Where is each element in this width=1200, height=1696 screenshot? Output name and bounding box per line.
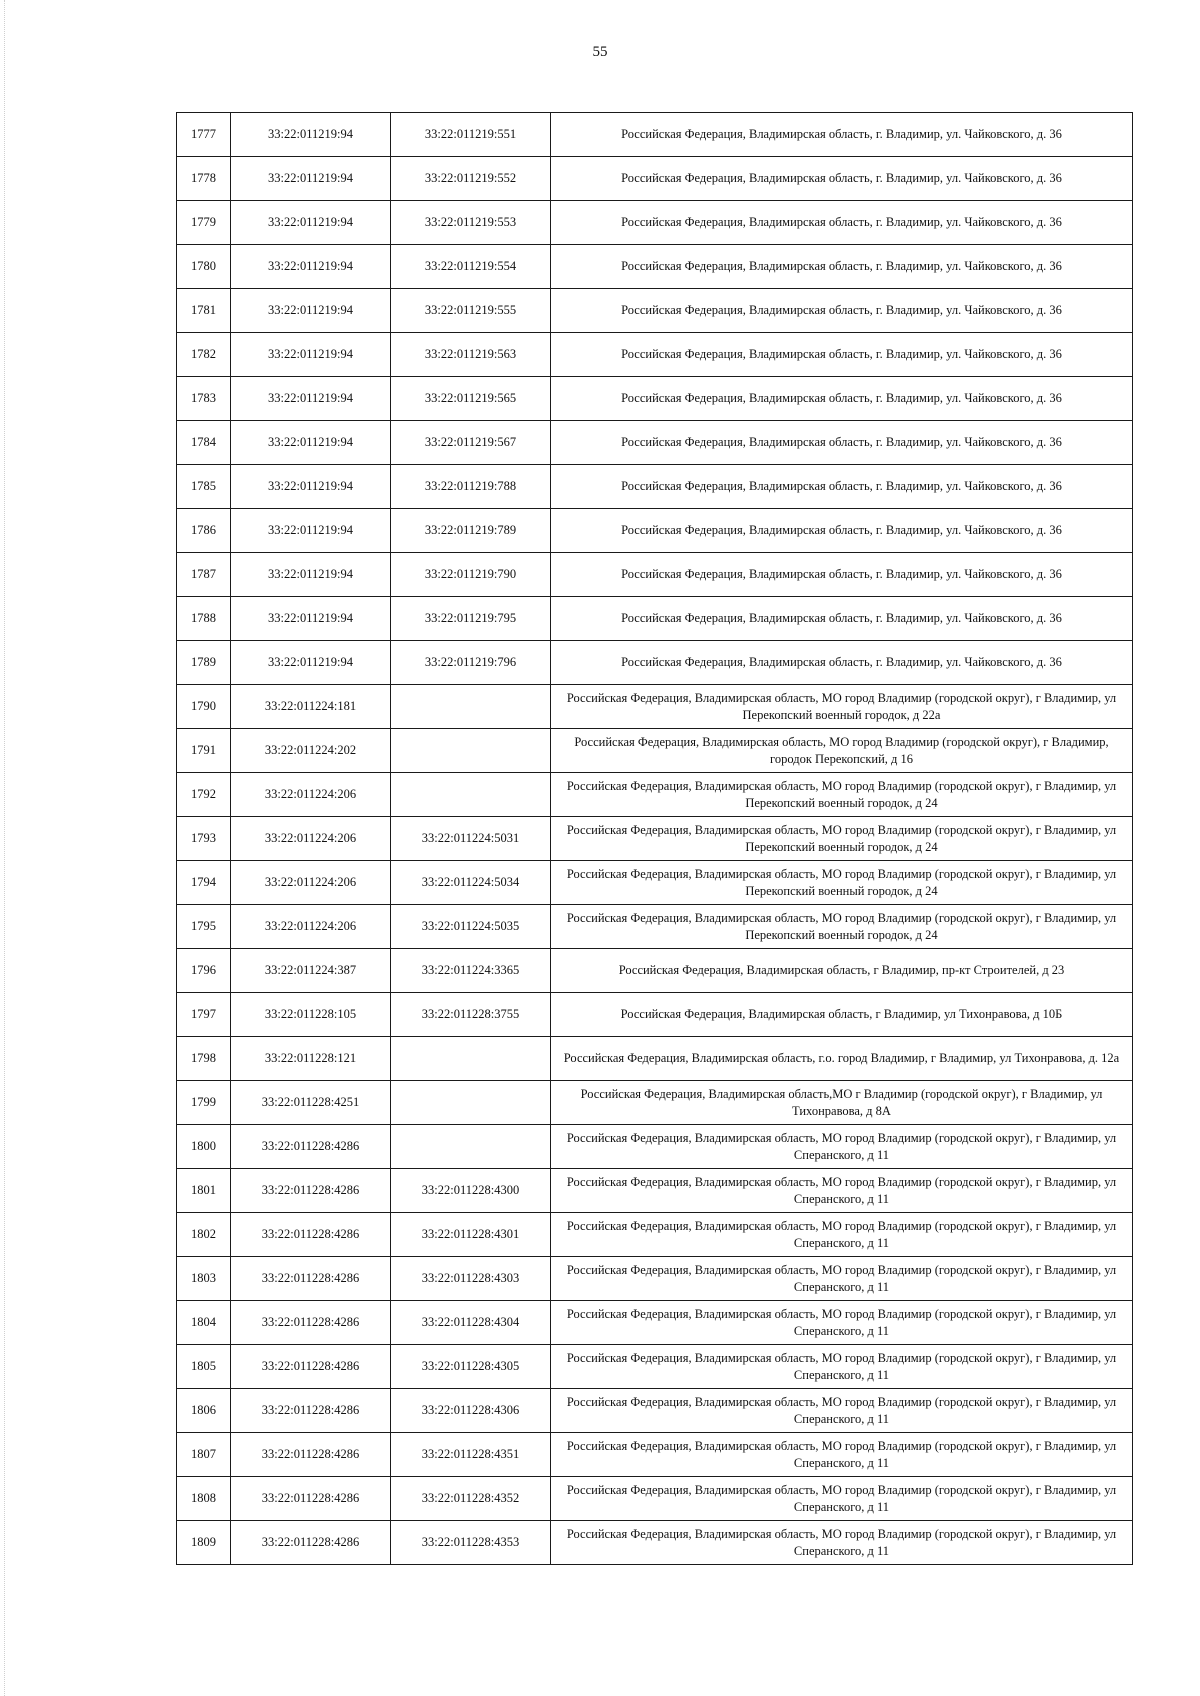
row-number-cell: 1809 [177,1521,231,1565]
row-number-cell: 1792 [177,773,231,817]
address-cell: Российская Федерация, Владимирская область, г. Владимир, ул. Чайковского, д. 36 [551,421,1133,465]
address-cell: Российская Федерация, Владимирская область, г. Владимир, ул. Чайковского, д. 36 [551,641,1133,685]
address-cell: Российская Федерация, Владимирская область, МО город Владимир (городской округ), г Владимир, ул Перекопский военный городок, д 24 [551,817,1133,861]
parent-cadastral-number-cell: 33:22:011219:94 [231,509,391,553]
parent-cadastral-number-cell: 33:22:011219:94 [231,377,391,421]
row-number-cell: 1791 [177,729,231,773]
object-cadastral-number-cell: 33:22:011219:565 [391,377,551,421]
table-row [177,333,1133,377]
table-row [177,1301,1133,1345]
row-number-cell: 1802 [177,1213,231,1257]
object-cadastral-number-cell: 33:22:011224:5034 [391,861,551,905]
table-row [177,773,1133,817]
table-row [177,597,1133,641]
address-cell: Российская Федерация, Владимирская область, г. Владимир, ул. Чайковского, д. 36 [551,465,1133,509]
object-cadastral-number-cell [391,1125,551,1169]
object-cadastral-number-cell: 33:22:011228:4301 [391,1213,551,1257]
row-number-cell: 1784 [177,421,231,465]
address-cell: Российская Федерация, Владимирская область, МО город Владимир (городской округ), г Владимир, ул Сперанского, д 11 [551,1213,1133,1257]
object-cadastral-number-cell [391,729,551,773]
object-cadastral-number-cell: 33:22:011219:796 [391,641,551,685]
object-cadastral-number-cell: 33:22:011228:4352 [391,1477,551,1521]
parent-cadastral-number-cell: 33:22:011219:94 [231,113,391,157]
table-row [177,1389,1133,1433]
address-cell: Российская Федерация, Владимирская область, МО город Владимир (городской округ), г Владимир, ул Сперанского, д 11 [551,1521,1133,1565]
parent-cadastral-number-cell: 33:22:011228:4286 [231,1521,391,1565]
address-cell: Российская Федерация, Владимирская область, МО город Владимир (городской округ), г Владимир, ул Сперанского, д 11 [551,1345,1133,1389]
table-row [177,1169,1133,1213]
row-number-cell: 1778 [177,157,231,201]
table-row [177,245,1133,289]
row-number-cell: 1796 [177,949,231,993]
row-number-cell: 1782 [177,333,231,377]
row-number-cell: 1790 [177,685,231,729]
table-row [177,509,1133,553]
object-cadastral-number-cell: 33:22:011224:5035 [391,905,551,949]
table-row [177,685,1133,729]
table-row [177,113,1133,157]
table-row [177,1213,1133,1257]
row-number-cell: 1799 [177,1081,231,1125]
address-cell: Российская Федерация, Владимирская область, г. Владимир, ул. Чайковского, д. 36 [551,245,1133,289]
object-cadastral-number-cell: 33:22:011228:4300 [391,1169,551,1213]
table-row [177,993,1133,1037]
parent-cadastral-number-cell: 33:22:011219:94 [231,465,391,509]
address-cell: Российская Федерация, Владимирская область, МО город Владимир (городской округ), г Владимир, ул Сперанского, д 11 [551,1301,1133,1345]
table-row [177,1125,1133,1169]
parent-cadastral-number-cell: 33:22:011228:4286 [231,1477,391,1521]
object-cadastral-number-cell: 33:22:011219:790 [391,553,551,597]
row-number-cell: 1797 [177,993,231,1037]
object-cadastral-number-cell: 33:22:011228:4351 [391,1433,551,1477]
address-cell: Российская Федерация, Владимирская область, г. Владимир, ул. Чайковского, д. 36 [551,377,1133,421]
object-cadastral-number-cell: 33:22:011219:551 [391,113,551,157]
row-number-cell: 1804 [177,1301,231,1345]
table-row [177,553,1133,597]
row-number-cell: 1783 [177,377,231,421]
object-cadastral-number-cell: 33:22:011219:563 [391,333,551,377]
row-number-cell: 1780 [177,245,231,289]
address-cell: Российская Федерация, Владимирская область, г. Владимир, ул. Чайковского, д. 36 [551,553,1133,597]
object-cadastral-number-cell [391,1081,551,1125]
address-cell: Российская Федерация, Владимирская область, МО город Владимир (городской округ), г Владимир, ул Сперанского, д 11 [551,1125,1133,1169]
address-cell: Российская Федерация, Владимирская область, МО город Владимир (городской округ), г Владимир, ул Сперанского, д 11 [551,1169,1133,1213]
table-row [177,1433,1133,1477]
row-number-cell: 1788 [177,597,231,641]
registry-table-body [177,113,1133,1565]
address-cell: Российская Федерация, Владимирская область, МО город Владимир (городской округ), г Владимир, ул Перекопский военный городок, д 24 [551,773,1133,817]
row-number-cell: 1779 [177,201,231,245]
table-row [177,1257,1133,1301]
object-cadastral-number-cell: 33:22:011228:4306 [391,1389,551,1433]
object-cadastral-number-cell: 33:22:011219:567 [391,421,551,465]
row-number-cell: 1800 [177,1125,231,1169]
object-cadastral-number-cell: 33:22:011219:554 [391,245,551,289]
address-cell: Российская Федерация, Владимирская область, г Владимир, пр-кт Строителей, д 23 [551,949,1133,993]
address-cell: Российская Федерация, Владимирская область, МО город Владимир (городской округ), г Владимир, ул Сперанского, д 11 [551,1433,1133,1477]
parent-cadastral-number-cell: 33:22:011228:4286 [231,1433,391,1477]
table-row [177,729,1133,773]
object-cadastral-number-cell: 33:22:011228:4304 [391,1301,551,1345]
parent-cadastral-number-cell: 33:22:011224:206 [231,861,391,905]
page-number: 55 [592,44,608,60]
address-cell: Российская Федерация, Владимирская область, МО город Владимир (городской округ), г Владимир, ул Перекопский военный городок, д 22а [551,685,1133,729]
table-row [177,421,1133,465]
object-cadastral-number-cell [391,685,551,729]
address-cell: Российская Федерация, Владимирская область,МО г Владимир (городской округ), г Владимир, ул Тихонравова, д 8А [551,1081,1133,1125]
table-row [177,1477,1133,1521]
row-number-cell: 1798 [177,1037,231,1081]
parent-cadastral-number-cell: 33:22:011228:4251 [231,1081,391,1125]
row-number-cell: 1795 [177,905,231,949]
object-cadastral-number-cell: 33:22:011219:789 [391,509,551,553]
object-cadastral-number-cell: 33:22:011219:553 [391,201,551,245]
table-row [177,949,1133,993]
object-cadastral-number-cell: 33:22:011219:552 [391,157,551,201]
row-number-cell: 1789 [177,641,231,685]
parent-cadastral-number-cell: 33:22:011228:121 [231,1037,391,1081]
object-cadastral-number-cell: 33:22:011228:3755 [391,993,551,1037]
row-number-cell: 1777 [177,113,231,157]
parent-cadastral-number-cell: 33:22:011224:387 [231,949,391,993]
parent-cadastral-number-cell: 33:22:011228:4286 [231,1257,391,1301]
parent-cadastral-number-cell: 33:22:011219:94 [231,201,391,245]
parent-cadastral-number-cell: 33:22:011228:4286 [231,1213,391,1257]
table-row [177,817,1133,861]
address-cell: Российская Федерация, Владимирская область, г. Владимир, ул. Чайковского, д. 36 [551,201,1133,245]
row-number-cell: 1787 [177,553,231,597]
property-registry-table [176,112,1133,1565]
table-row [177,465,1133,509]
table-row [177,157,1133,201]
parent-cadastral-number-cell: 33:22:011224:206 [231,773,391,817]
row-number-cell: 1806 [177,1389,231,1433]
row-number-cell: 1781 [177,289,231,333]
table-row [177,1521,1133,1565]
table-row [177,1345,1133,1389]
parent-cadastral-number-cell: 33:22:011228:4286 [231,1345,391,1389]
address-cell: Российская Федерация, Владимирская область, МО город Владимир (городской округ), г Владимир, ул Перекопский военный городок, д 24 [551,861,1133,905]
parent-cadastral-number-cell: 33:22:011219:94 [231,553,391,597]
address-cell: Российская Федерация, Владимирская область, МО город Владимир (городской округ), г Владимир, городок Перекопский, д 16 [551,729,1133,773]
address-cell: Российская Федерация, Владимирская область, г. Владимир, ул. Чайковского, д. 36 [551,333,1133,377]
address-cell: Российская Федерация, Владимирская область, МО город Владимир (городской округ), г Владимир, ул Сперанского, д 11 [551,1477,1133,1521]
address-cell: Российская Федерация, Владимирская область, МО город Владимир (городской округ), г Владимир, ул Перекопский военный городок, д 24 [551,905,1133,949]
address-cell: Российская Федерация, Владимирская область, г. Владимир, ул. Чайковского, д. 36 [551,157,1133,201]
row-number-cell: 1786 [177,509,231,553]
address-cell: Российская Федерация, Владимирская область, г. Владимир, ул. Чайковского, д. 36 [551,113,1133,157]
address-cell: Российская Федерация, Владимирская область, г. Владимир, ул. Чайковского, д. 36 [551,509,1133,553]
object-cadastral-number-cell: 33:22:011224:3365 [391,949,551,993]
row-number-cell: 1808 [177,1477,231,1521]
parent-cadastral-number-cell: 33:22:011219:94 [231,157,391,201]
parent-cadastral-number-cell: 33:22:011219:94 [231,245,391,289]
row-number-cell: 1805 [177,1345,231,1389]
parent-cadastral-number-cell: 33:22:011224:202 [231,729,391,773]
row-number-cell: 1794 [177,861,231,905]
row-number-cell: 1803 [177,1257,231,1301]
parent-cadastral-number-cell: 33:22:011219:94 [231,421,391,465]
object-cadastral-number-cell: 33:22:011228:4303 [391,1257,551,1301]
object-cadastral-number-cell: 33:22:011219:795 [391,597,551,641]
parent-cadastral-number-cell: 33:22:011219:94 [231,641,391,685]
address-cell: Российская Федерация, Владимирская область, г. Владимир, ул. Чайковского, д. 36 [551,597,1133,641]
table-row [177,377,1133,421]
table-row [177,1037,1133,1081]
table-row [177,861,1133,905]
parent-cadastral-number-cell: 33:22:011219:94 [231,289,391,333]
row-number-cell: 1807 [177,1433,231,1477]
table-row [177,905,1133,949]
row-number-cell: 1801 [177,1169,231,1213]
object-cadastral-number-cell: 33:22:011228:4353 [391,1521,551,1565]
parent-cadastral-number-cell: 33:22:011224:181 [231,685,391,729]
parent-cadastral-number-cell: 33:22:011228:105 [231,993,391,1037]
parent-cadastral-number-cell: 33:22:011228:4286 [231,1169,391,1213]
parent-cadastral-number-cell: 33:22:011224:206 [231,817,391,861]
parent-cadastral-number-cell: 33:22:011219:94 [231,333,391,377]
object-cadastral-number-cell [391,773,551,817]
table-row [177,1081,1133,1125]
table-row [177,289,1133,333]
object-cadastral-number-cell: 33:22:011219:788 [391,465,551,509]
object-cadastral-number-cell: 33:22:011219:555 [391,289,551,333]
parent-cadastral-number-cell: 33:22:011219:94 [231,597,391,641]
scan-edge-mark [4,0,6,1696]
table-row [177,201,1133,245]
row-number-cell: 1785 [177,465,231,509]
object-cadastral-number-cell: 33:22:011224:5031 [391,817,551,861]
table-row [177,641,1133,685]
address-cell: Российская Федерация, Владимирская область, МО город Владимир (городской округ), г Владимир, ул Сперанского, д 11 [551,1389,1133,1433]
parent-cadastral-number-cell: 33:22:011224:206 [231,905,391,949]
row-number-cell: 1793 [177,817,231,861]
address-cell: Российская Федерация, Владимирская область, г. Владимир, ул. Чайковского, д. 36 [551,289,1133,333]
address-cell: Российская Федерация, Владимирская область, г Владимир, ул Тихонравова, д 10Б [551,993,1133,1037]
parent-cadastral-number-cell: 33:22:011228:4286 [231,1125,391,1169]
address-cell: Российская Федерация, Владимирская область, МО город Владимир (городской округ), г Владимир, ул Сперанского, д 11 [551,1257,1133,1301]
parent-cadastral-number-cell: 33:22:011228:4286 [231,1301,391,1345]
object-cadastral-number-cell [391,1037,551,1081]
address-cell: Российская Федерация, Владимирская область, г.о. город Владимир, г Владимир, ул Тихонравова, д. 12а [551,1037,1133,1081]
parent-cadastral-number-cell: 33:22:011228:4286 [231,1389,391,1433]
object-cadastral-number-cell: 33:22:011228:4305 [391,1345,551,1389]
